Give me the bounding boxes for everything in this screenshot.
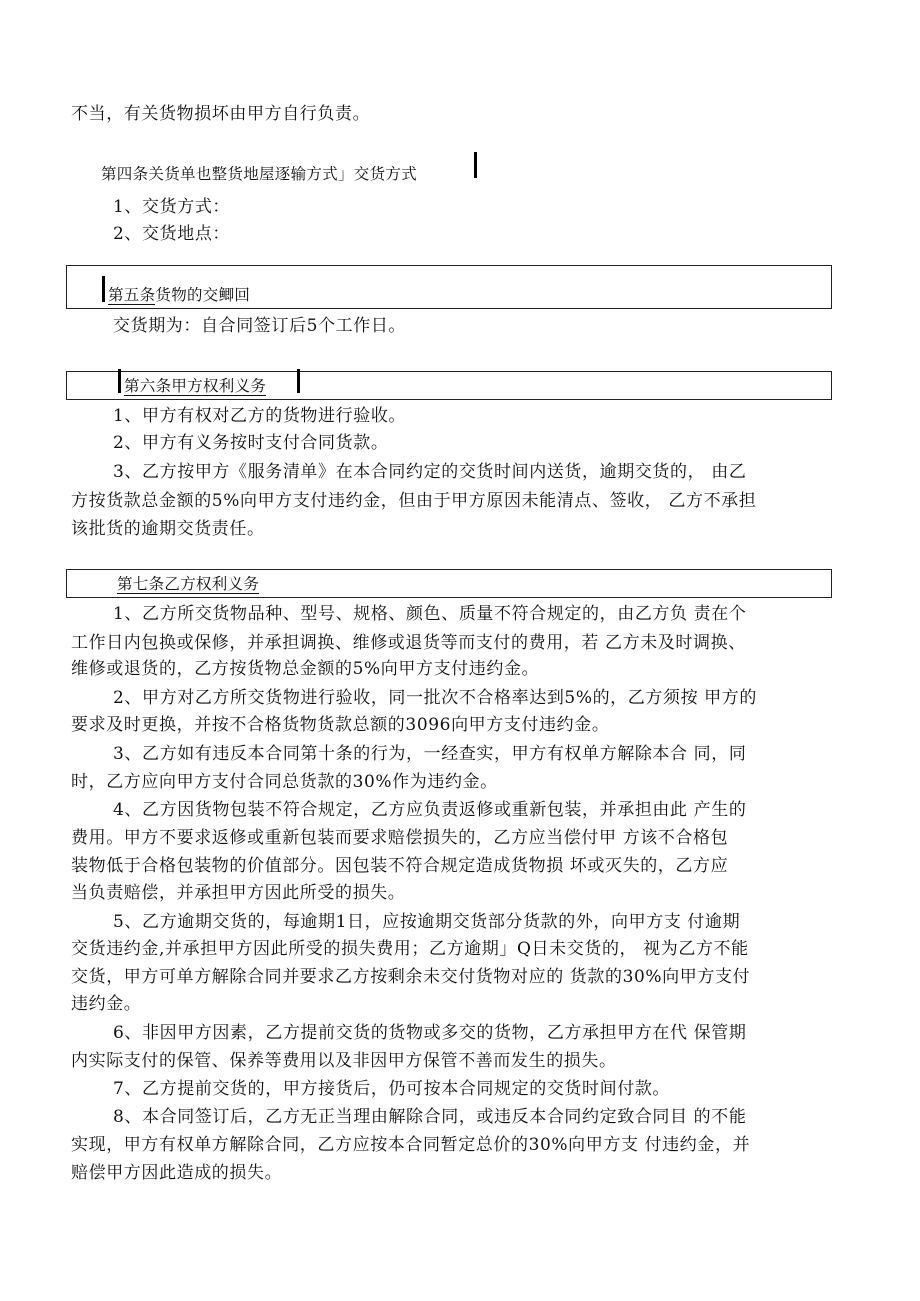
article7-line: 费用。甲方不要求返修或重新包装而要求赔偿损失的，乙方应当偿付甲 方该不合格包 [71, 828, 729, 848]
article7-line: 实现，甲方有权单方解除合同，乙方应按本合同暂定总价的30%向甲方支 付违约金，并 [71, 1135, 751, 1155]
article7-line: 5、乙方逾期交货的，每逾期1日，应按逾期交货部分货款的外，向甲方支 付逾期 [113, 912, 741, 932]
article6-title [124, 376, 266, 396]
article4-heading: 第四条关货单也整货地屋逐输方式」交货方式 [101, 165, 418, 183]
article4-item: 2、交货地点： [113, 224, 231, 244]
article7-line: 7、乙方提前交货的，甲方接货后，仍可按本合同规定的交货时间付款。 [113, 1079, 671, 1099]
article7-line: 当负责赔偿，并承担甲方因此所受的损失。 [71, 883, 406, 903]
article6-line: 1、甲方有权对乙方的货物进行验收。 [113, 406, 407, 426]
article7-line: 内实际支付的保管、保养等费用以及非因甲方保管不善而发生的损失。 [71, 1051, 617, 1071]
article6-line: 3、乙方按甲方《服务清单》在本合同约定的交货时间内送货，逾期交货的， 由乙 [113, 462, 747, 482]
article7-line: 2、甲方对乙方所交货物进行验收，同一批次不合格率达到5%的，乙方须按 甲方的 [113, 688, 757, 708]
article5-title-rest: 货物的交鲫回 [155, 286, 251, 304]
article7-line: 8、本合同签订后，乙方无正当理由解除合同，或违反本合同约定致合同目 的不能 [113, 1107, 747, 1127]
article7-line: 维修或退货的，乙方按货物总金额的5%向甲方支付违约金。 [71, 659, 540, 679]
margin-bar [297, 369, 300, 393]
article7-line: 3、乙方如有违反本合同第十条的行为，一经查实，甲方有权单方解除本合 同，同 [113, 744, 747, 764]
article6-line: 方按货款总金额的5%向甲方支付违约金，但由于甲方原因未能清点、签收， 乙方不承担 [71, 491, 757, 511]
article7-line: 交货，甲方可单方解除合同并要求乙方按剩余未交付货物对应的 货款的30%向甲方支付 [71, 967, 751, 987]
article6-line: 该批货的逾期交货责任。 [71, 519, 265, 539]
margin-bar [118, 369, 121, 393]
margin-bar [102, 276, 105, 302]
article7-line: 1、乙方所交货物品种、型号、规格、颜色、质量不符合规定的，由乙方负 责在个 [113, 604, 747, 624]
article4-item: 1、交货方式： [113, 197, 231, 217]
article7-line: 4、乙方因货物包装不符合规定，乙方应负责返修或重新包装，并承担由此 产生的 [113, 800, 747, 820]
article5-body: 交货期为：自合同签订后5个工作日。 [113, 316, 407, 336]
article7-line: 违约金。 [71, 994, 142, 1014]
article7-line: 时，乙方应向甲方支付合同总货款的30%作为违约金。 [71, 772, 498, 792]
article5-title-prefix: 第五条 [108, 286, 156, 304]
article7-line: 要求及时更换，并按不合格货物货款总额的3096向甲方支付违约金。 [71, 715, 610, 735]
article7-title [117, 574, 259, 594]
article5-title [108, 285, 250, 305]
article7-line: 工作日内包换或保修，并承担调换、维修或退货等而支付的费用，若 乙方未及时调换、 [71, 633, 746, 653]
article7-title-text: 第七条乙方权利义务 [117, 575, 260, 593]
article6-title-text: 第六条甲方权利义务 [124, 377, 267, 395]
intro-line: 不当，有关货物损坏由甲方自行负责。 [71, 104, 371, 124]
article7-line: 交货违约金,并承担甲方因此所受的损失费用；乙方逾期」Q日未交货的， 视为乙方不能 [71, 939, 749, 959]
article7-line: 6、非因甲方因素，乙方提前交货的货物或多交的货物，乙方承担甲方在代 保管期 [113, 1023, 747, 1043]
article7-line: 装物低于合格包装物的价值部分。因包装不符合规定造成货物损 坏或灭失的，乙方应 [71, 856, 729, 876]
article6-line: 2、甲方有义务按时支付合同货款。 [113, 433, 389, 453]
margin-bar [474, 152, 477, 178]
article7-line: 赔偿甲方因此造成的损失。 [71, 1163, 283, 1183]
